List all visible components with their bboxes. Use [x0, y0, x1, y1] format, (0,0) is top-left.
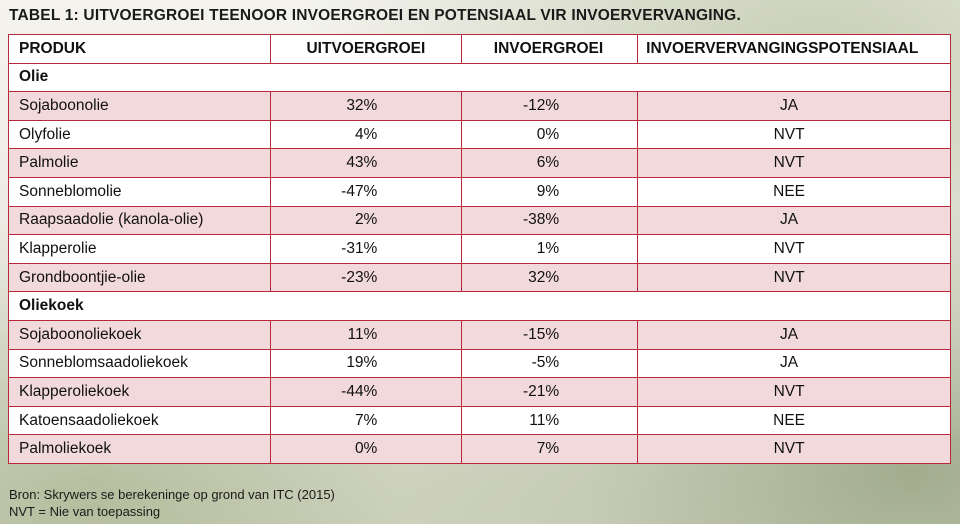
cell-potential: NVT — [638, 435, 951, 464]
table-notes — [9, 486, 335, 520]
header-row — [9, 35, 951, 64]
cell-export-growth: 4% — [270, 120, 462, 149]
cell-product: Palmoliekoek — [9, 435, 271, 464]
cell-product: Sonneblomsaadoliekoek — [9, 349, 271, 378]
table-row — [9, 435, 951, 464]
cell-import-growth: 11% — [462, 406, 638, 435]
cell-potential: NVT — [638, 149, 951, 178]
cell-potential: JA — [638, 320, 951, 349]
section-label-olie: Olie — [9, 63, 951, 92]
cell-import-growth: -21% — [462, 378, 638, 407]
cell-export-growth: -31% — [270, 235, 462, 264]
cell-product: Sonneblomolie — [9, 177, 271, 206]
cell-potential: NEE — [638, 406, 951, 435]
cell-export-growth: 7% — [270, 406, 462, 435]
data-table — [8, 34, 951, 464]
column-header-product: PRODUK — [9, 35, 271, 64]
table-row — [9, 378, 951, 407]
table-row — [9, 235, 951, 264]
cell-import-growth: 1% — [462, 235, 638, 264]
cell-potential: NVT — [638, 235, 951, 264]
table-row — [9, 92, 951, 121]
cell-import-growth: 0% — [462, 120, 638, 149]
cell-export-growth: 11% — [270, 320, 462, 349]
cell-product: Klapperolie — [9, 235, 271, 264]
section-row — [9, 292, 951, 321]
column-header-import-growth: INVOERGROEI — [462, 35, 638, 64]
cell-potential: NVT — [638, 378, 951, 407]
section-row — [9, 63, 951, 92]
cell-import-growth: -12% — [462, 92, 638, 121]
cell-potential: NVT — [638, 263, 951, 292]
table-row — [9, 263, 951, 292]
cell-product: Sojaboonoliekoek — [9, 320, 271, 349]
cell-product: Palmolie — [9, 149, 271, 178]
table-row — [9, 349, 951, 378]
cell-product: Olyfolie — [9, 120, 271, 149]
cell-import-growth: -38% — [462, 206, 638, 235]
cell-product: Grondboontjie-olie — [9, 263, 271, 292]
cell-export-growth: 0% — [270, 435, 462, 464]
cell-export-growth: -47% — [270, 177, 462, 206]
column-header-export-growth: UITVOERGROEI — [270, 35, 462, 64]
cell-export-growth: 2% — [270, 206, 462, 235]
table-row — [9, 177, 951, 206]
table-row — [9, 206, 951, 235]
cell-potential: JA — [638, 206, 951, 235]
cell-export-growth: 32% — [270, 92, 462, 121]
table-title: TABEL 1: UITVOERGROEI TEENOOR INVOERGROEI EN POTENSIAAL VIR INVOERVERVANGING. — [9, 7, 741, 24]
cell-export-growth: 43% — [270, 149, 462, 178]
section-label-oliekoek: Oliekoek — [9, 292, 951, 321]
cell-import-growth: 32% — [462, 263, 638, 292]
cell-import-growth: -15% — [462, 320, 638, 349]
cell-product: Klapperoliekoek — [9, 378, 271, 407]
table-row — [9, 320, 951, 349]
cell-export-growth: -44% — [270, 378, 462, 407]
table-row — [9, 120, 951, 149]
cell-potential: NVT — [638, 120, 951, 149]
cell-product: Raapsaadolie (kanola-olie) — [9, 206, 271, 235]
cell-product: Katoensaadoliekoek — [9, 406, 271, 435]
cell-import-growth: 6% — [462, 149, 638, 178]
cell-import-growth: 7% — [462, 435, 638, 464]
table-row — [9, 149, 951, 178]
cell-potential: JA — [638, 92, 951, 121]
cell-export-growth: 19% — [270, 349, 462, 378]
cell-product: Sojaboonolie — [9, 92, 271, 121]
legend-note: NVT = Nie van toepassing — [9, 504, 161, 519]
source-note: Bron: Skrywers se berekeninge op grond van ITC (2015) — [9, 487, 335, 502]
cell-import-growth: 9% — [462, 177, 638, 206]
cell-potential: NEE — [638, 177, 951, 206]
column-header-substitution-potential: INVOERVERVANGINGSPOTENSIAAL — [638, 35, 951, 64]
cell-export-growth: -23% — [270, 263, 462, 292]
cell-import-growth: -5% — [462, 349, 638, 378]
table-row — [9, 406, 951, 435]
cell-potential: JA — [638, 349, 951, 378]
